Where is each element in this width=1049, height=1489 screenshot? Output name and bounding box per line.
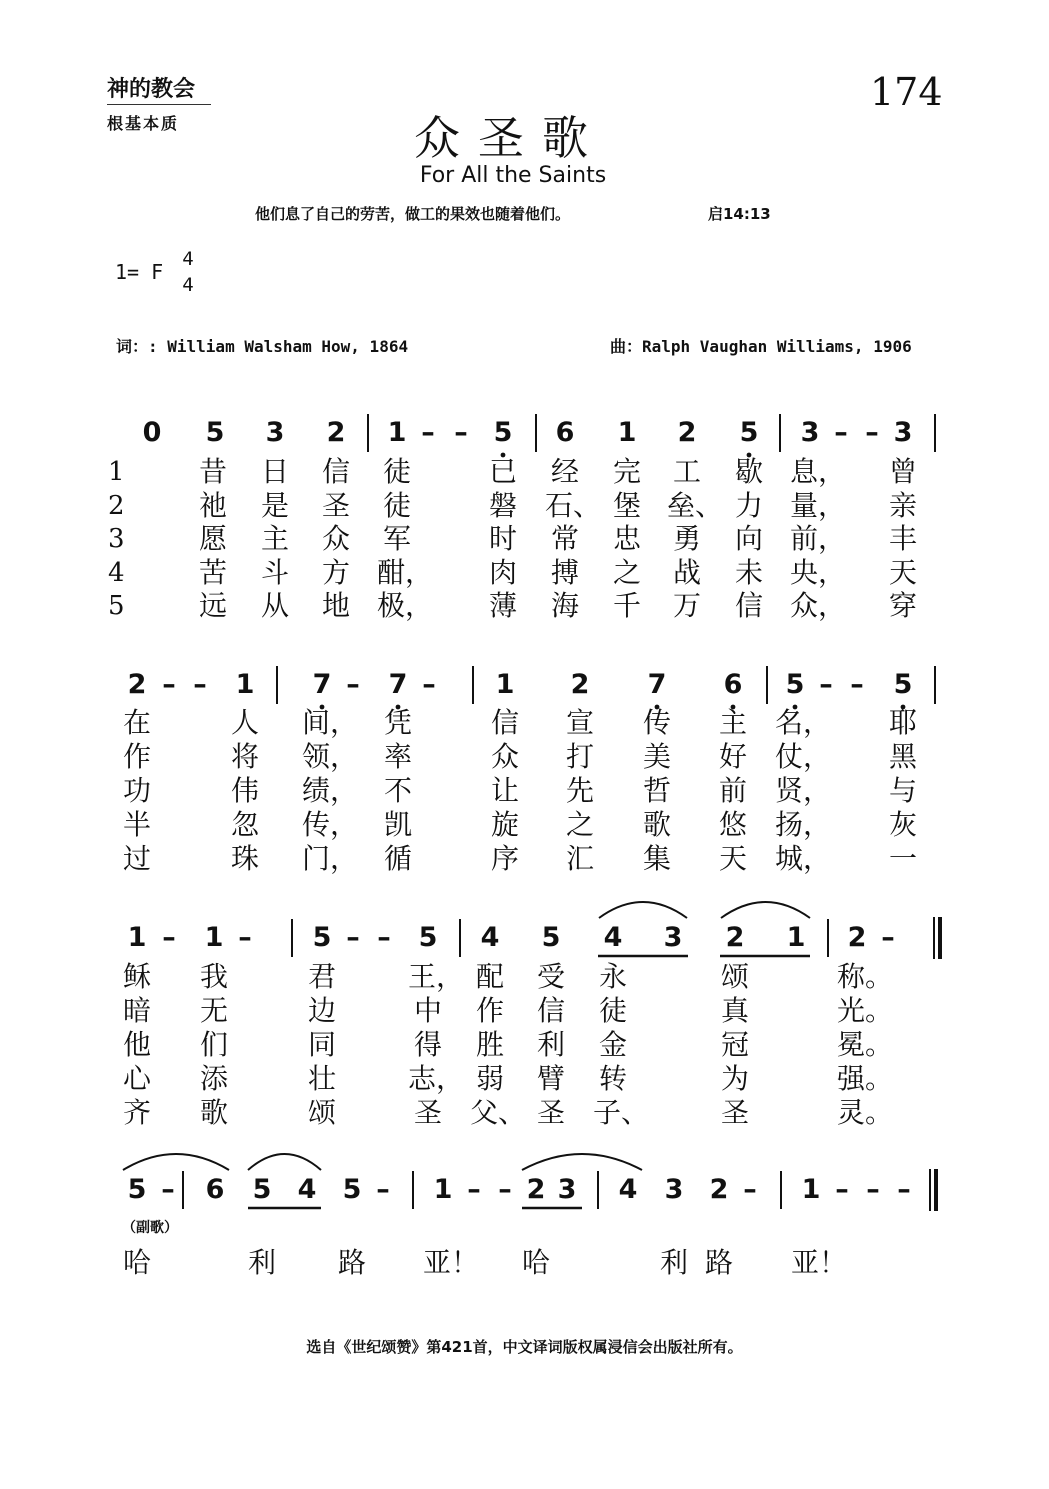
lyric-syllable: 勇 (672, 522, 701, 555)
lyric-syllable: 心 (122, 1062, 151, 1095)
note: 5 (418, 922, 438, 953)
lyric-syllable: 得 (413, 1028, 442, 1061)
duration-dash: – (422, 669, 436, 700)
lyric-syllable: 忠 (612, 522, 641, 555)
lyric-syllable: 已 (488, 455, 517, 488)
verse-number: 4 (108, 557, 125, 588)
lyric-syllable: 众 (321, 522, 350, 555)
lyric-syllable: 黑 (888, 740, 917, 773)
lyric-syllable: 苦 (198, 555, 227, 589)
lyric-syllable: 凯 (383, 808, 412, 841)
note: 1 (127, 922, 147, 953)
lyric-syllable: 半 (122, 808, 151, 841)
verse-number: 1 (108, 457, 125, 487)
note: 6 (555, 417, 575, 448)
lyric-syllable: 歇 (734, 455, 763, 488)
lyric-syllable: 未 (734, 555, 763, 589)
lyric-syllable: 忽 (230, 808, 259, 841)
note: 5 (127, 1174, 147, 1205)
note: 1 (235, 669, 255, 700)
duration-dash: – (161, 1174, 175, 1205)
note: 2 (725, 922, 745, 953)
lyric-syllable: 信 (321, 455, 350, 488)
note: 5 (252, 1174, 272, 1205)
lyric-syllable: 弱 (475, 1062, 504, 1095)
lyric-syllable: 从 (260, 589, 289, 622)
lyric-syllable: 作 (475, 994, 504, 1027)
duration-dash: – (162, 669, 176, 700)
lyric-syllable: 天 (718, 842, 747, 875)
note: 5 (785, 669, 805, 700)
lyric-syllable: 方 (321, 555, 350, 589)
lyric-syllable: 我 (199, 960, 228, 993)
lyric-syllable: 不 (383, 774, 412, 807)
lyric-syllable: 日 (260, 455, 289, 488)
lyric-syllable: 歌 (199, 1096, 228, 1129)
scripture-verse: 他们息了自己的劳苦，做工的果效也随着他们。 (255, 205, 571, 223)
duration-dash: – (881, 922, 895, 953)
lyric-syllable: 让 (490, 774, 519, 807)
verse-number: 3 (108, 524, 125, 554)
lyricist-credit: 词：: William Walsham How, 1864 (116, 337, 409, 356)
note: 7 (647, 669, 667, 700)
lyric-syllable: 主 (260, 522, 289, 555)
lyric-syllable: 悠 (718, 808, 747, 841)
lyric-syllable: 先 (565, 774, 594, 807)
lyric-syllable: 旋 (490, 808, 519, 841)
lyric-syllable: 信 (536, 994, 565, 1027)
lyric-syllable: 路 (704, 1246, 733, 1279)
lyric-syllable: 是 (260, 488, 289, 522)
lyric-syllable: 量， (790, 488, 847, 522)
lyric-syllable: 人 (230, 706, 259, 739)
key-signature: 1= F (115, 260, 164, 284)
lyric-syllable: 齐 (122, 1096, 151, 1129)
lyric-syllable: 众 (490, 740, 519, 773)
lyric-syllable: 薄 (488, 589, 517, 622)
hymn-title: 众圣歌 (414, 111, 606, 165)
note: 6 (723, 669, 743, 700)
lyric-syllable: 金 (598, 1028, 627, 1061)
lyric-syllable: 常 (550, 522, 579, 555)
note: 1 (387, 417, 407, 448)
note: 3 (663, 922, 683, 953)
note: 2 (570, 669, 590, 700)
lyric-syllable: 序 (490, 842, 519, 875)
lyric-line-1 (0, 1246, 1049, 1280)
lyric-syllable: 垒、 (667, 488, 724, 522)
lyric-syllable: 将 (230, 740, 259, 773)
lyric-syllable: 宣 (565, 706, 594, 739)
lyric-syllable: 门， (302, 842, 359, 875)
note: 5 (493, 417, 513, 448)
lyric-syllable: 搏 (550, 555, 579, 589)
lyric-syllable: 受 (536, 960, 565, 993)
lyric-syllable: 息， (790, 455, 847, 488)
lyric-syllable: 斗 (260, 555, 289, 589)
lyric-syllable: 珠 (230, 842, 259, 875)
hymn-number: 174 (870, 70, 943, 114)
lyric-syllable: 好 (718, 740, 747, 773)
lyric-syllable: 灰 (888, 808, 917, 841)
lyric-syllable: 过 (122, 842, 151, 875)
duration-dash: – (866, 1174, 880, 1205)
composer-credit: 曲：Ralph Vaughan Williams, 1906 (610, 337, 912, 356)
lyric-syllable: 无 (199, 994, 228, 1027)
lyric-syllable: 志， (408, 1062, 465, 1095)
lyric-syllable: 祂 (198, 488, 227, 522)
lyric-syllable: 海 (550, 589, 579, 622)
note: 2 (326, 417, 346, 448)
lyric-syllable: 丰 (888, 522, 917, 555)
lyric-syllable: 壮 (307, 1062, 336, 1095)
lyric-syllable: 向 (734, 522, 763, 555)
slur (522, 1154, 642, 1170)
lyric-syllable: 与 (888, 774, 917, 807)
note: 5 (893, 669, 913, 700)
lyric-syllable: 循 (383, 842, 412, 875)
duration-dash: – (162, 922, 176, 953)
lyric-syllable: 路 (337, 1246, 366, 1279)
lyric-syllable: 绩， (302, 774, 359, 807)
note: 5 (205, 417, 225, 448)
scripture-reference: 启14:13 (708, 205, 771, 223)
lyric-syllable: 间， (302, 706, 359, 739)
duration-dash: – (193, 669, 207, 700)
lyric-syllable: 城， (775, 842, 832, 875)
lyric-syllable: 打 (565, 740, 594, 773)
lyric-syllable: 前 (718, 774, 747, 807)
lyric-syllable: 信 (490, 706, 519, 739)
note: 5 (312, 922, 332, 953)
note: 4 (618, 1174, 638, 1205)
duration-dash: – (897, 1174, 911, 1205)
lyric-syllable: 哈 (122, 1246, 151, 1279)
note: 4 (297, 1174, 317, 1205)
lyric-syllable: 圣 (536, 1096, 565, 1129)
lyric-syllable: 信 (734, 589, 763, 622)
lyric-syllable: 军 (382, 522, 411, 555)
verse-number: 5 (108, 591, 125, 621)
lyric-syllable: 之 (565, 808, 594, 841)
lyric-syllable: 传 (642, 706, 671, 739)
lyric-syllable: 圣 (321, 488, 350, 522)
lyric-syllable: 肉 (488, 555, 517, 589)
lyric-syllable: 集 (642, 842, 671, 875)
lyric-syllable: 万 (672, 589, 701, 622)
lyric-syllable: 利 (247, 1246, 276, 1279)
lyric-syllable: 战 (672, 555, 701, 589)
slur (248, 1154, 321, 1170)
lyric-syllable: 伟 (230, 774, 259, 807)
lyric-syllable: 经 (550, 455, 579, 488)
copyright-footer: 选自《世纪颂赞》第421首，中文译词版权属浸信会出版社所有。 (306, 1338, 743, 1356)
lyric-syllable: 哲 (642, 774, 671, 807)
lyric-syllable: 一 (888, 842, 917, 875)
lyric-syllable: 为 (720, 1062, 749, 1095)
lyric-syllable: 亚！ (423, 1246, 480, 1279)
lyric-syllable: 石、 (545, 488, 602, 522)
lyric-syllable: 圣 (413, 1096, 442, 1129)
lyric-syllable: 亲 (888, 488, 917, 522)
lyric-syllable: 作 (122, 740, 151, 773)
time-signature-bottom: 4 (182, 274, 194, 296)
note: 2 (127, 669, 147, 700)
lyric-syllable: 配 (475, 960, 504, 993)
lyric-syllable: 利 (536, 1028, 565, 1061)
refrain-label: （副歌） (122, 1220, 178, 1236)
lyric-syllable: 颂 (307, 1096, 336, 1129)
verse-number: 2 (108, 490, 125, 521)
lyric-syllable: 愿 (198, 522, 227, 555)
lyric-syllable: 美 (642, 740, 671, 773)
lyric-syllable: 主 (718, 706, 747, 739)
lyric-syllable: 汇 (565, 842, 594, 875)
duration-dash: – (346, 922, 360, 953)
lyric-syllable: 歌 (642, 808, 671, 841)
lyric-syllable: 君 (307, 960, 336, 993)
duration-dash: – (743, 1174, 757, 1205)
note: 3 (664, 1174, 684, 1205)
lyric-syllable: 在 (122, 706, 151, 739)
lyric-syllable: 穿 (888, 589, 917, 622)
lyric-syllable: 堡 (612, 488, 641, 522)
lyric-syllable: 徒 (598, 994, 627, 1027)
note: 3 (893, 417, 913, 448)
lyric-syllable: 领， (302, 740, 359, 773)
note: 7 (312, 669, 332, 700)
lyric-syllable: 添 (199, 1062, 228, 1095)
duration-dash: – (238, 922, 252, 953)
lyric-syllable: 率 (383, 740, 412, 773)
lyric-syllable: 徒 (382, 455, 411, 488)
lyric-syllable: 转 (598, 1062, 627, 1095)
lyric-syllable: 曾 (888, 455, 917, 488)
lyric-syllable: 酣， (377, 555, 434, 589)
lyric-syllable: 力 (734, 488, 763, 522)
lyric-syllable: 哈 (521, 1246, 550, 1279)
lyric-syllable: 传， (302, 808, 359, 841)
english-title: For All the Saints (419, 163, 607, 188)
lyric-syllable: 臂 (536, 1062, 565, 1095)
duration-dash: – (819, 669, 833, 700)
lyric-syllable: 中 (413, 994, 442, 1027)
lyric-syllable: 强。 (837, 1062, 894, 1095)
lyric-syllable: 前， (790, 522, 847, 555)
lyric-syllable: 冕。 (837, 1028, 894, 1061)
lyric-syllable: 贤， (775, 774, 832, 807)
lyric-syllable: 灵。 (837, 1096, 894, 1129)
category-label: 神的教会 (107, 76, 196, 102)
duration-dash: – (377, 922, 391, 953)
duration-dash: – (835, 1174, 849, 1205)
lyric-syllable: 之 (612, 555, 641, 589)
duration-dash: – (346, 669, 360, 700)
lyric-syllable: 同 (307, 1028, 336, 1061)
note: 0 (142, 417, 162, 448)
note: 1 (617, 417, 637, 448)
lyric-syllable: 仗， (775, 740, 832, 773)
subcategory-label: 根基本质 (107, 114, 180, 133)
note: 6 (205, 1174, 225, 1205)
duration-dash: – (498, 1174, 512, 1205)
lyric-syllable: 暗 (122, 994, 151, 1027)
lyric-syllable: 亚！ (791, 1246, 848, 1279)
lyric-syllable: 功 (122, 774, 151, 807)
note: 4 (603, 922, 623, 953)
lyric-syllable: 圣 (720, 1096, 749, 1129)
lyric-syllable: 工 (672, 455, 701, 488)
slur (123, 1154, 229, 1170)
lyric-syllable: 时 (488, 522, 517, 555)
lyric-syllable: 利 (659, 1246, 688, 1279)
lyric-syllable: 真 (720, 994, 749, 1027)
note: 1 (204, 922, 224, 953)
lyric-syllable: 他 (122, 1028, 151, 1061)
lyric-syllable: 父、 (470, 1096, 527, 1129)
lyric-syllable: 们 (199, 1028, 228, 1061)
lyric-syllable: 子、 (593, 1096, 650, 1129)
note: 5 (739, 417, 759, 448)
lyric-syllable: 耶 (888, 706, 917, 739)
note: 2 (677, 417, 697, 448)
lyric-syllable: 边 (307, 994, 336, 1027)
lyric-syllable: 王， (408, 960, 465, 993)
note: 3 (265, 417, 285, 448)
duration-dash: – (865, 417, 879, 448)
lyric-syllable: 凭 (383, 706, 412, 739)
lyric-syllable: 极， (377, 589, 434, 622)
lyric-syllable: 天 (888, 555, 917, 589)
note: 2 (847, 922, 867, 953)
lyric-syllable: 胜 (475, 1028, 504, 1061)
lyric-syllable: 颂 (720, 960, 749, 993)
note: 5 (541, 922, 561, 953)
lyric-syllable: 地 (321, 589, 350, 622)
lyric-syllable: 千 (612, 589, 641, 622)
note: 1 (786, 922, 806, 953)
duration-dash: – (834, 417, 848, 448)
duration-dash: – (421, 417, 435, 448)
lyric-syllable: 徒 (382, 488, 411, 522)
duration-dash: – (467, 1174, 481, 1205)
duration-dash: – (454, 417, 468, 448)
lyric-syllable: 冠 (720, 1028, 749, 1061)
lyric-syllable: 众， (790, 589, 847, 622)
lyric-syllable: 完 (612, 455, 641, 488)
lyric-syllable: 永 (598, 960, 627, 993)
lyric-syllable: 光。 (837, 994, 894, 1027)
note: 1 (495, 669, 515, 700)
note: 7 (388, 669, 408, 700)
lyric-syllable: 名， (775, 706, 832, 739)
time-signature-top: 4 (182, 248, 194, 270)
duration-dash: – (850, 669, 864, 700)
lyric-syllable: 称。 (837, 960, 894, 993)
lyric-syllable: 远 (198, 589, 227, 622)
note: 4 (480, 922, 500, 953)
note: 2 (709, 1174, 729, 1205)
note: 2 (526, 1174, 546, 1205)
lyric-syllable: 稣 (122, 960, 151, 993)
note: 5 (342, 1174, 362, 1205)
note: 3 (800, 417, 820, 448)
note: 3 (557, 1174, 577, 1205)
lyric-syllable: 央， (790, 555, 847, 589)
lyric-syllable: 扬， (775, 808, 832, 841)
lyric-syllable: 磐 (488, 488, 517, 522)
duration-dash: – (376, 1174, 390, 1205)
lyric-syllable: 昔 (198, 455, 227, 488)
note: 1 (433, 1174, 453, 1205)
note: 1 (801, 1174, 821, 1205)
